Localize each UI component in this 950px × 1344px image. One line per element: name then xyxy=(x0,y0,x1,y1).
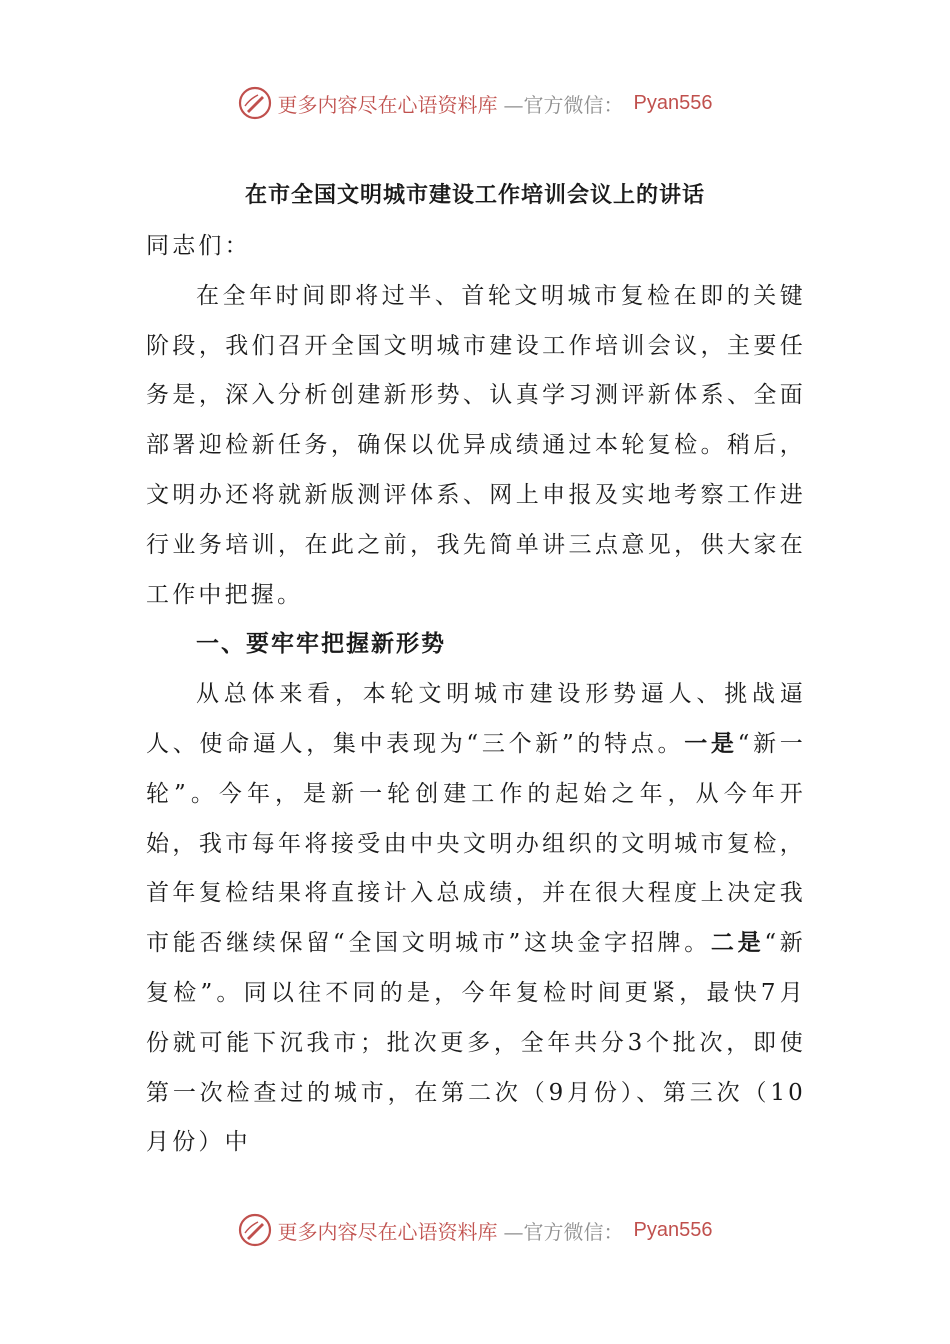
watermark-red-text: 更多内容尽在心语资料库 xyxy=(277,1219,498,1244)
section-1-paragraph xyxy=(146,670,806,1168)
document-body xyxy=(146,222,806,1168)
watermark-red-text: 更多内容尽在心语资料库 xyxy=(277,92,498,117)
intro-paragraph: 在全年时间即将过半、首轮文明城市复检在即的关键阶段，我们召开全国文明城市建设工作培训会议，主要任务是，深入分析创建新形势、认真学习测评新体系、全面部署迎检新任务，确保以优异成绩通过本轮复检。稍后，文明办还将就新版测评体系、网上申报及实地考察工作进行业务培训，在此之前，我先简单讲三点意见，供大家在工作中把握。 xyxy=(146,282,806,608)
section-1-text-b: “新一轮”。今年，是新一轮创建工作的起始之年，从今年开始，我市每年将接受由中央文明办组织的文明城市复检，首年复检结果将直接计入总成绩，并在很大程度上决定我市能否继续保留“全国文明城市”这块金字招牌。 xyxy=(146,730,807,957)
document-title: 在市全国文明城市建设工作培训会议上的讲话 xyxy=(244,183,705,208)
watermark-account: Pyan556 xyxy=(633,91,713,114)
watermark-banner-bottom xyxy=(0,1210,950,1250)
section-heading-1: 一、要牢牢把握新形势 xyxy=(196,631,446,658)
pen-circle-logo-icon xyxy=(238,86,272,120)
watermark-account: Pyan556 xyxy=(633,1218,713,1241)
watermark-banner-top xyxy=(0,83,950,123)
watermark-grey-text: —官方微信： xyxy=(503,92,624,117)
section-1-bold-a: 一是 xyxy=(684,730,738,757)
salutation: 同志们： xyxy=(146,233,251,259)
section-1-bold-b: 二是 xyxy=(710,930,765,957)
watermark-grey-text: —官方微信： xyxy=(503,1219,624,1244)
section-1-text-c: “新复检”。同以往不同的是，今年复检时间更紧，最快7月份就可能下沉我市；批次更多，全年共分3个批次，即使第一次检查过的城市，在第二次（9月份）、第三次（10月份）中 xyxy=(146,930,806,1156)
pen-circle-logo-icon xyxy=(238,1213,272,1247)
section-1-text-a: 从总体来看，本轮文明城市建设形势逼人、挑战逼人、使命逼人，集中表现为“三个新”的特点。 xyxy=(146,681,806,757)
